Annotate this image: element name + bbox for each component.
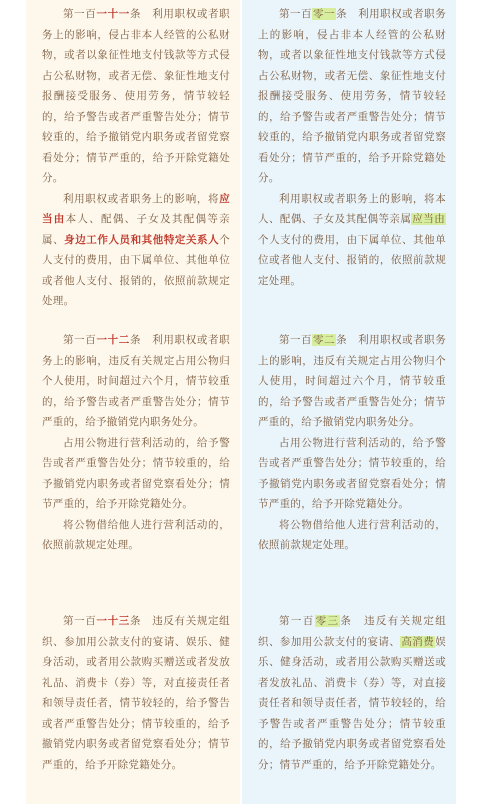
text-segment: 条 违反有关规定组织、参加用公款支付的宴请、 (258, 615, 447, 648)
added-text: 身边工作人员和其他特定关系人 (64, 233, 220, 246)
article-112 (42, 330, 230, 556)
article-111-para-2 (42, 189, 230, 312)
new-version-column (26, 0, 240, 804)
article-text: 条 违反有关规定组织、参加用公款支付的宴请、娱乐、健身活动，或者用公款购买赠送或者发放礼品、消费卡（券）等，对直接责任者和领导责任者，情节较轻的，给予警告或者严重警告处分；情节较重的，给予撤销党内职务或者留党察看处分；情节严重的，给予开除党籍处分。 (42, 615, 230, 771)
article-113 (42, 611, 230, 775)
added-text: 应当由 (42, 192, 230, 225)
article-prefix: 第一百 (279, 8, 313, 20)
article-101-para-2 (258, 189, 446, 292)
highlighted-text: 高消费 (401, 635, 435, 648)
article-112-para-2: 占用公物进行营利活动的，给予警告或者严重警告处分；情节较重的，给予撤销党内职务或者留党察看处分；情节严重的，给予开除党籍处分。 (42, 436, 230, 510)
article-number: 零三 (315, 615, 340, 627)
article-102-para-1 (258, 330, 446, 433)
highlighted-text: 应当由 (412, 213, 445, 225)
article-prefix: 第一百 (63, 8, 97, 20)
article-103-para-1 (258, 611, 446, 775)
article-number: 零一 (313, 8, 336, 20)
article-102-para-3: 将公物借给他人进行营利活动的，依照前款规定处理。 (258, 518, 446, 551)
article-102 (258, 330, 446, 556)
text-segment: 娱乐、健身活动，或者用公款购买赠送或者发放礼品、消费卡（券）等，对直接责任者和领导责任者，情节较轻的，给予警告或者严重警告处分；情节较重的，给予撤销党内职务或者留党察看处分；情节严重的，给予开除党籍处分。 (258, 635, 447, 771)
article-prefix: 第一百 (63, 615, 97, 627)
article-112-para-3: 将公物借给他人进行营利活动的，依照前款规定处理。 (42, 518, 230, 551)
article-102-para-2: 占用公物进行营利活动的，给予警告或者严重警告处分；情节较重的，给予撤销党内职务或者留党察看处分；情节严重的，给予开除党籍处分。 (258, 436, 446, 510)
article-111 (42, 4, 230, 312)
article-113-para-1 (42, 611, 230, 775)
article-prefix: 第一百 (63, 334, 97, 346)
text-segment: 利用职权或者职务上的影响，将 (63, 192, 220, 205)
article-text: 条 利用职权或者职务上的影响，侵占非本人经管的公私财物，或者以象征性地支付钱款等方式侵占公私财物，或者无偿、象征性地支付报酬接受服务、使用劳务，情节较轻的，给予警告或者严重警告处分；情节较重的，给予撤销党内职务或者留党察看处分；情节严重的，给予开除党籍处分。 (258, 8, 446, 184)
article-112-para-1 (42, 330, 230, 433)
article-prefix: 第一百 (279, 615, 315, 627)
article-number: 一十一 (96, 8, 130, 20)
article-101-para-1 (258, 4, 446, 189)
text-segment: 本人、配偶、子女及其配偶等亲属、 (42, 213, 230, 246)
old-version-column (242, 0, 456, 804)
article-text: 条 利用职权或者职务上的影响，侵占非本人经管的公私财物，或者以象征性地支付钱款等方式侵占公私财物，或者无偿、象征性地支付报酬接受服务、使用劳务，情节较轻的，给予警告或者严重警告处分；情节较重的，给予撤销党内职务或者留党察看处分；情节严重的，给予开除党籍处分。 (42, 8, 230, 184)
article-101 (258, 4, 446, 291)
text-segment: 个人支付的费用，由下属单位、其他单位或者他人支付、报销的，依照前款规定处理。 (42, 233, 230, 307)
text-segment: 利用职权或者职务上的影响，将本人、配偶、子女及其配偶等亲属 (258, 192, 446, 225)
article-number: 一十三 (96, 615, 130, 627)
article-111-para-1 (42, 4, 230, 189)
article-number: 零二 (313, 334, 336, 346)
article-prefix: 第一百 (279, 334, 313, 346)
text-segment: 个人支付的费用，由下属单位、其他单位或者他人支付、报销的，依照前款规定处理。 (258, 233, 446, 287)
article-103 (258, 611, 446, 775)
article-text: 条 利用职权或者职务上的影响，违反有关规定占用公物归个人使用，时间超过六个月，情节较重的，给予警告或者严重警告处分；情节严重的，给予撤销党内职务处分。 (258, 334, 446, 428)
article-text: 条 利用职权或者职务上的影响，违反有关规定占用公物归个人使用，时间超过六个月，情节较重的，给予警告或者严重警告处分；情节严重的，给予撤销党内职务处分。 (42, 334, 230, 428)
article-number: 一十二 (96, 334, 130, 346)
